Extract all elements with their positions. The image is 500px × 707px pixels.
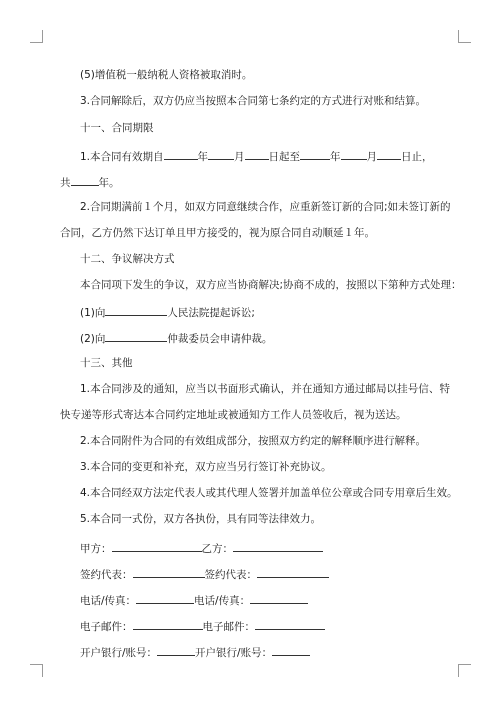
rep-a-blank bbox=[133, 566, 205, 578]
validity-text-5: 年 bbox=[330, 151, 341, 163]
signature-bank-row bbox=[80, 644, 450, 660]
email-b-label: 电子邮件： bbox=[202, 621, 255, 633]
option-court-suffix: 人民法院提起诉讼; bbox=[167, 307, 255, 319]
option-arbitration-line bbox=[80, 330, 450, 346]
validity-text-7: 日止， bbox=[401, 151, 433, 163]
option-court-line bbox=[80, 304, 450, 320]
arbitration-name-blank bbox=[105, 330, 167, 342]
end-year-blank bbox=[300, 148, 330, 160]
email-a-label: 电子邮件： bbox=[80, 621, 133, 633]
phone-b-blank bbox=[250, 592, 308, 604]
section-13-heading: 十三、其他 bbox=[80, 357, 133, 369]
validity-text-3: 月 bbox=[234, 151, 245, 163]
crop-mark-top-left bbox=[30, 30, 43, 43]
start-year-blank bbox=[164, 148, 198, 160]
validity-text-1: 1.本合同有效期自 bbox=[80, 151, 164, 163]
party-b-blank bbox=[233, 540, 323, 552]
total-years-line bbox=[60, 174, 450, 190]
validity-period-line bbox=[80, 148, 450, 164]
party-a-label: 甲方： bbox=[80, 543, 112, 555]
party-a-blank bbox=[112, 540, 202, 552]
end-month-blank bbox=[341, 148, 367, 160]
total-years-blank bbox=[71, 174, 99, 186]
signature-party-row bbox=[80, 540, 450, 556]
section-12-heading: 十二、争议解决方式 bbox=[80, 253, 175, 265]
validity-text-2: 年 bbox=[197, 151, 209, 163]
bank-a-blank bbox=[157, 644, 195, 656]
email-a-blank bbox=[133, 618, 203, 630]
crop-mark-bottom-left bbox=[30, 664, 43, 677]
signature-rep-row bbox=[80, 566, 450, 582]
email-b-blank bbox=[255, 618, 325, 630]
validity-text-6: 月 bbox=[366, 151, 378, 163]
effectiveness-line: 4.本合同经双方法定代表人或其代理人签署并加盖单位公章或合同专用章后生效。 bbox=[80, 487, 458, 499]
section-11-heading: 十一、合同期限 bbox=[80, 122, 154, 134]
option-court-prefix: (1)向 bbox=[80, 307, 106, 319]
renewal-line-2: 合同，乙方仍然下达订单且甲方接受的，视为原合同自动顺延１年。 bbox=[60, 227, 375, 239]
renewal-line-1: 2.合同期满前１个月，如双方同意继续合作，应重新签订新的合同;如未签订新的 bbox=[80, 201, 451, 213]
option-arbitration-suffix: 仲裁委员会申请仲裁。 bbox=[167, 333, 273, 345]
start-day-blank bbox=[245, 148, 269, 160]
copies-line: 5.本合同一式份，双方各执份，具有同等法律效力。 bbox=[80, 513, 322, 525]
total-years-text-1: 共 bbox=[60, 177, 71, 189]
crop-mark-bottom-right bbox=[458, 664, 471, 677]
attachments-line: 2.本合同附件为合同的有效组成部分，按照双方约定的解释顺序进行解释。 bbox=[80, 435, 427, 447]
validity-text-4: 日起至 bbox=[268, 151, 301, 163]
total-years-text-2: 年。 bbox=[98, 177, 120, 189]
rep-b-label: 签约代表： bbox=[204, 569, 257, 581]
termination-settlement-line: 3.合同解除后，双方仍应当按照本合同第七条约定的方式进行对账和结算。 bbox=[80, 95, 427, 107]
phone-a-blank bbox=[136, 592, 194, 604]
notice-line-1: 1.本合同涉及的通知，应当以书面形式确认，并在通知方通过邮局以挂号信、特 bbox=[80, 383, 450, 395]
amendment-line: 3.本合同的变更和补充，双方应当另行签订补充协议。 bbox=[80, 461, 332, 473]
signature-email-row bbox=[80, 618, 450, 634]
court-name-blank bbox=[105, 304, 167, 316]
rep-b-blank bbox=[257, 566, 329, 578]
signature-phone-row bbox=[80, 592, 450, 608]
party-b-label: 乙方： bbox=[201, 543, 233, 555]
end-day-blank bbox=[377, 148, 401, 160]
rep-a-label: 签约代表： bbox=[80, 569, 133, 581]
crop-mark-top-right bbox=[458, 30, 471, 43]
dispute-intro-line: 本合同项下发生的争议，双方应当协商解决;协商不成的，按照以下第种方式处理： bbox=[80, 279, 462, 291]
bank-b-label: 开户银行/账号： bbox=[195, 647, 273, 659]
clause-5-line: (5)增值税一般纳税人资格被取消时。 bbox=[80, 69, 253, 81]
notice-line-2: 快专递等形式寄达本合同约定地址或被通知方工作人员签收后，视为送达。 bbox=[60, 409, 407, 421]
start-month-blank bbox=[208, 148, 234, 160]
phone-b-label: 电话/传真： bbox=[194, 595, 251, 607]
bank-b-blank bbox=[272, 644, 310, 656]
option-arbitration-prefix: (2)向 bbox=[80, 333, 106, 345]
bank-a-label: 开户银行/账号： bbox=[80, 647, 158, 659]
phone-a-label: 电话/传真： bbox=[80, 595, 137, 607]
